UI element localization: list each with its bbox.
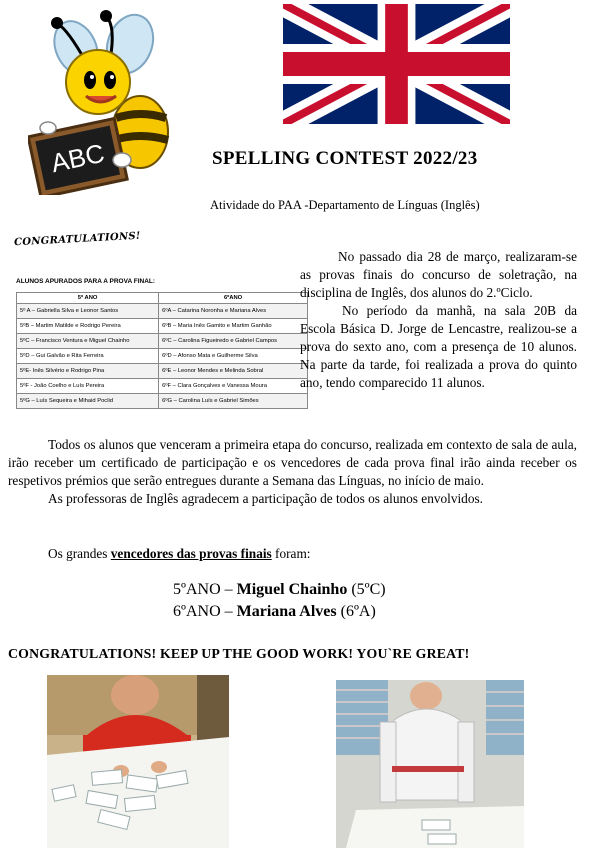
photo-student-red-shirt-cards-icon [47, 675, 229, 848]
table-cell: 6ºC – Carolina Figueiredo e Gabriel Campos [159, 334, 308, 349]
column-header: 6ºANO [159, 293, 308, 304]
winner-class: (5ºC) [347, 581, 386, 598]
paragraph: Todos os alunos que venceram a primeira etapa do concurso, realizada em contexto de sala de aula, irão receber um certificado de participação e os vencedores de cada prova final irão ainda receber os respetivos prémios que serão entregues durante a Semana das Línguas, no início de maio. [8, 437, 577, 488]
table-header-row [17, 293, 308, 304]
finalists-heading: ALUNOS APURADOS PARA A PROVA FINAL: [16, 278, 156, 285]
body-text [8, 436, 577, 508]
photo-student-white-hoodie-icon [336, 680, 524, 848]
table-row [17, 304, 308, 319]
table-cell: 5ºF - João Coelho e Luís Pereira [17, 379, 159, 394]
winners-intro [48, 546, 311, 562]
congratulations-heading: CONGRATULATIONS! [13, 230, 141, 249]
table-cell: 6ºF – Clara Gonçalves e Vanessa Moura [159, 379, 308, 394]
winner-name: Miguel Chainho [236, 581, 348, 598]
table-cell: 5ºD – Gui Galvão e Rita Ferreira [17, 349, 159, 364]
bee-with-abc-board-icon [28, 10, 178, 195]
table-cell: 6ºA – Catarina Noronha e Mariana Alves [159, 304, 308, 319]
winner-class: (6ºA) [336, 603, 376, 620]
table-cell: 6ºE – Leonor Mendes e Melinda Sobral [159, 364, 308, 379]
board-text: ABC [48, 137, 107, 179]
table-row [17, 379, 308, 394]
table-cell: 5ºC – Francisco Ventura e Miguel Chainho [17, 334, 159, 349]
paragraph: No período da manhã, na sala 20B da Escola Básica D. Jorge de Lencastre, realizou-se a prova do sexto ano, com a presença de 10 alunos. Na parte da tarde, foi realizada a prova do quinto ano, tendo comparecido 11 alunos. [300, 303, 577, 390]
winner-grade: 5ºANO – [173, 581, 237, 598]
table-row [17, 349, 308, 364]
table-row [17, 364, 308, 379]
table-row [17, 394, 308, 409]
union-jack-flag-icon [283, 4, 510, 124]
paragraph: As professoras de Inglês agradecem a participação de todos os alunos envolvidos. [48, 491, 483, 506]
finalists-table [16, 292, 308, 409]
finalists-card [10, 232, 313, 420]
table-cell: 6ºB – Maria Inês Gamito e Martim Ganhão [159, 319, 308, 334]
page-title: SPELLING CONTEST 2022/23 [212, 148, 478, 169]
table-cell: 6ºD – Afonso Mata e Guilherme Silva [159, 349, 308, 364]
column-header: 5º ANO [17, 293, 159, 304]
winner-5th-grade [173, 581, 386, 599]
winners-intro-suffix: foram: [271, 546, 311, 561]
closing-message: CONGRATULATIONS! KEEP UP THE GOOD WORK! YOU`RE GREAT! [8, 646, 470, 661]
winner-grade: 6ºANO – [173, 603, 237, 620]
subtitle: Atividade do PAA -Departamento de Línguas (Inglês) [210, 198, 480, 212]
table-cell: 5ºG – Luís Sequeira e Mihaid Poclid [17, 394, 159, 409]
table-cell: 5ºE- Inês Silvério e Rodrigo Pina [17, 364, 159, 379]
intro-text [300, 248, 577, 392]
winner-name: Mariana Alves [236, 603, 337, 620]
table-row [17, 334, 308, 349]
winners-intro-emphasis: vencedores das provas finais [110, 546, 272, 561]
table-row [17, 319, 308, 334]
paragraph: No passado dia 28 de março, realizaram-se as provas finais do concurso de soletração, na disciplina de Inglês, dos alunos do 2.ºCiclo. [300, 249, 577, 300]
table-cell: 5ºB – Martim Matilde e Rodrigo Pereira [17, 319, 159, 334]
winner-6th-grade [173, 603, 376, 621]
winners-intro-prefix: Os grandes [48, 546, 111, 561]
table-cell: 5º A – Gabriella Silva e Leonor Santos [17, 304, 159, 319]
table-cell: 6ºG – Carolina Luís e Gabriel Simões [159, 394, 308, 409]
